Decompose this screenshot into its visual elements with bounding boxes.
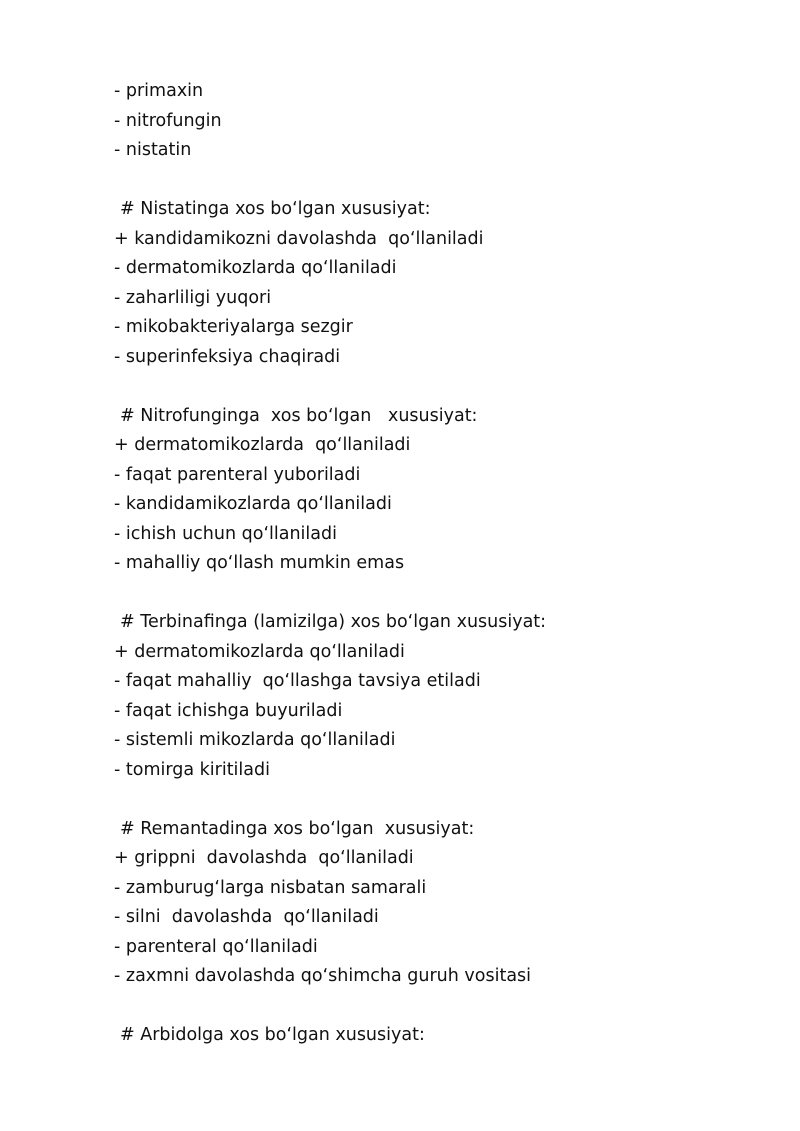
answer-option: - mahalliy qo‘llash mumkin emas — [114, 553, 405, 573]
answer-option: - dermatomikozlarda qo‘llaniladi — [114, 258, 397, 278]
block-spacer — [114, 992, 774, 1022]
question-heading: # Remantadinga xos bo‘lgan xususiyat: — [120, 818, 475, 839]
answer-option: - zaxmni davolashda qo‘shimcha guruh vositasi — [114, 966, 532, 986]
answer-option-correct: + grippni davolashda qo‘llaniladi — [114, 848, 414, 868]
question-heading: # Terbinafinga (lamizilga) xos bo‘lgan xususiyat: — [120, 612, 547, 632]
block-spacer — [114, 166, 774, 196]
block-spacer — [114, 785, 774, 815]
answer-option: - faqat ichishga buyuriladi — [114, 700, 343, 721]
answer-option: - sistemli mikozlarda qo‘llaniladi — [114, 730, 396, 750]
question-heading: # Nitrofunginga xos bo‘lgan xususiyat: — [120, 405, 478, 426]
answer-option: - faqat mahalliy qo‘llashga tavsiya etiladi — [114, 671, 481, 691]
answer-option-correct: + dermatomikozlarda qo‘llaniladi — [114, 435, 411, 455]
block-spacer — [114, 579, 774, 609]
answer-option: - superinfeksiya chaqiradi — [114, 346, 341, 367]
answer-option: - zamburug‘larga nisbatan samarali — [114, 877, 427, 898]
block-spacer — [114, 372, 774, 402]
question-heading: # Arbidolga xos bo‘lgan xususiyat: — [120, 1025, 425, 1045]
answer-option-correct: + kandidamikozni davolashda qo‘llaniladi — [114, 228, 484, 249]
answer-option: - nistatin — [114, 140, 192, 160]
answer-option: - primaxin — [114, 81, 204, 101]
answer-option: - mikobakteriyalarga sezgir — [114, 317, 353, 337]
answer-option: - zaharliligi yuqori — [114, 287, 272, 308]
answer-option: - faqat parenteral yuboriladi — [114, 464, 361, 485]
answer-option: - silni davolashda qo‘llaniladi — [114, 907, 379, 927]
answer-option: - kandidamikozlarda qo‘llaniladi — [114, 494, 392, 514]
answer-option-correct: + dermatomikozlarda qo‘llaniladi — [114, 641, 405, 662]
question-heading: # Nistatinga xos bo‘lgan xususiyat: — [120, 199, 431, 219]
answer-option: - parenteral qo‘llaniladi — [114, 936, 318, 957]
answer-option: - nitrofungin — [114, 110, 222, 131]
answer-option: - ichish uchun qo‘llaniladi — [114, 523, 337, 544]
answer-option: - tomirga kiritiladi — [114, 759, 270, 780]
document-page — [114, 77, 774, 1051]
